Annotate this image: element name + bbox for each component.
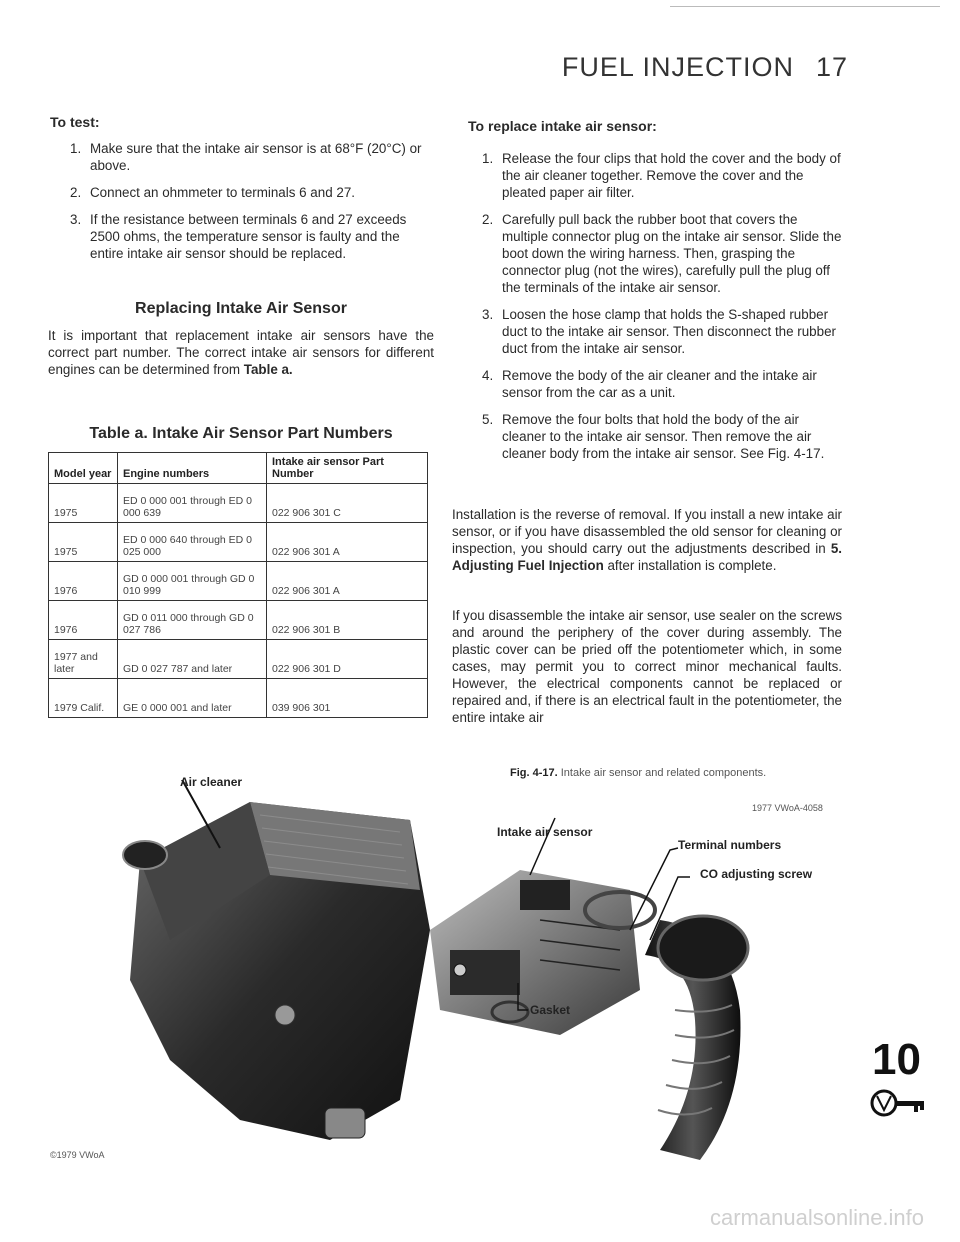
figure-label: Fig. 4-17. — [510, 767, 558, 779]
watermark: carmanualsonline.info — [710, 1205, 925, 1230]
disassemble-paragraph: If you disassemble the intake air sensor, use sealer on the screws and around the periphery of the cover during assembly. The plastic cover can be pried off the potentiometer which, in some cases, may permit you to correct minor mechanical faults. However, the electrical components cannot be replaced or repaired and, if there is an electrical fault in the potentiometer, the entire intake air — [452, 608, 843, 725]
figure-credit: 1977 VWoA-4058 — [752, 803, 823, 813]
col-part-number: Intake air sensor Part Number — [267, 453, 428, 484]
list-item: 5. Remove the four bolts that hold the body of the air cleaner to the intake air sensor. Then remove the air cleaner body from the intake air sensor. See Fig. 4-17. — [482, 412, 825, 461]
test-heading: To test: — [50, 114, 100, 130]
label-intake-air-sensor: Intake air sensor — [497, 825, 593, 839]
replace-heading: To replace intake air sensor: — [468, 118, 657, 134]
replace-steps — [482, 150, 842, 472]
table-row: 1976 GD 0 011 000 through GD 0 027 786 022 906 301 B — [49, 601, 428, 640]
list-item: 3. If the resistance between terminals 6 and 27 exceeds 2500 ohms, the temperature sensor is faulty and the entire intake air sensor should be replaced. — [70, 212, 407, 261]
table-row: 1975 ED 0 000 001 through ED 0 000 639 022 906 301 C — [49, 484, 428, 523]
section-tab-number: 10 — [872, 1035, 921, 1084]
list-item: 3. Loosen the hose clamp that holds the S-shaped rubber duct to the intake air sensor. Then disconnect the rubber duct from the intake air sensor. — [482, 307, 836, 356]
installation-paragraph: Installation is the reverse of removal. If you install a new intake air sensor, or if you have disassembled the old sensor for cleaning or inspection, you should carry out the adjustments described in 5. Adjusting Fuel Injection after installation is complete. — [452, 507, 843, 573]
copyright: ©1979 VWoA — [50, 1150, 105, 1160]
figure-caption: Fig. 4-17. Intake air sensor and related components. — [510, 767, 767, 779]
top-rule — [670, 6, 940, 7]
section-title: FUEL INJECTION — [561, 52, 794, 82]
page-header — [562, 52, 848, 83]
section-reference: 5. Adjusting Fuel Injection — [452, 541, 842, 573]
list-item: 1. Make sure that the intake air sensor is at 68°F (20°C) or above. — [70, 141, 422, 173]
col-model-year: Model year — [49, 453, 118, 484]
test-steps — [70, 140, 432, 272]
table-row: 1976 GD 0 000 001 through GD 0 010 999 022 906 301 A — [49, 562, 428, 601]
label-terminal-numbers: Terminal numbers — [678, 838, 782, 852]
rubber-duct-part — [645, 916, 748, 1160]
air-cleaner-part — [123, 802, 430, 1140]
vw-logo-key-icon — [870, 1085, 926, 1121]
page-number: 17 — [815, 52, 848, 82]
list-item: 2. Carefully pull back the rubber boot that covers the multiple connector plug on the intake air sensor. Slide the boot down the wiring harness. Then, grasping the connector plug (not the wires), carefully pull the plug off the terminals of the intake air sensor. — [482, 212, 842, 295]
label-air-cleaner: Air cleaner — [180, 775, 243, 789]
list-item: 1. Release the four clips that hold the cover and the body of the air cleaner together. Remove the cover and the pleated paper air filter. — [482, 151, 841, 200]
col-engine-numbers: Engine numbers — [118, 453, 267, 484]
list-item: 4. Remove the body of the air cleaner and the intake air sensor from the car as a unit. — [482, 368, 817, 400]
section-heading: Replacing Intake Air Sensor — [135, 300, 347, 317]
table-row: 1979 Calif. GE 0 000 001 and later 039 906 301 — [49, 679, 428, 718]
table-row: 1977 and later GD 0 027 787 and later 022 906 301 D — [49, 640, 428, 679]
table-title: Table a. Intake Air Sensor Part Numbers — [89, 425, 393, 442]
list-item: 2. Connect an ohmmeter to terminals 6 and 27. — [70, 185, 355, 200]
table-reference: Table a. — [243, 362, 293, 377]
table-header-row — [49, 453, 428, 484]
parts-table — [48, 452, 428, 718]
table-row: 1975 ED 0 000 640 through ED 0 025 000 022 906 301 A — [49, 523, 428, 562]
label-gasket: Gasket — [530, 1003, 571, 1017]
section-paragraph: It is important that replacement intake air sensors have the correct part number. The correct intake air sensors for different engines can be determined from Table a. — [48, 328, 434, 377]
label-co-adjusting-screw: CO adjusting screw — [700, 867, 813, 881]
